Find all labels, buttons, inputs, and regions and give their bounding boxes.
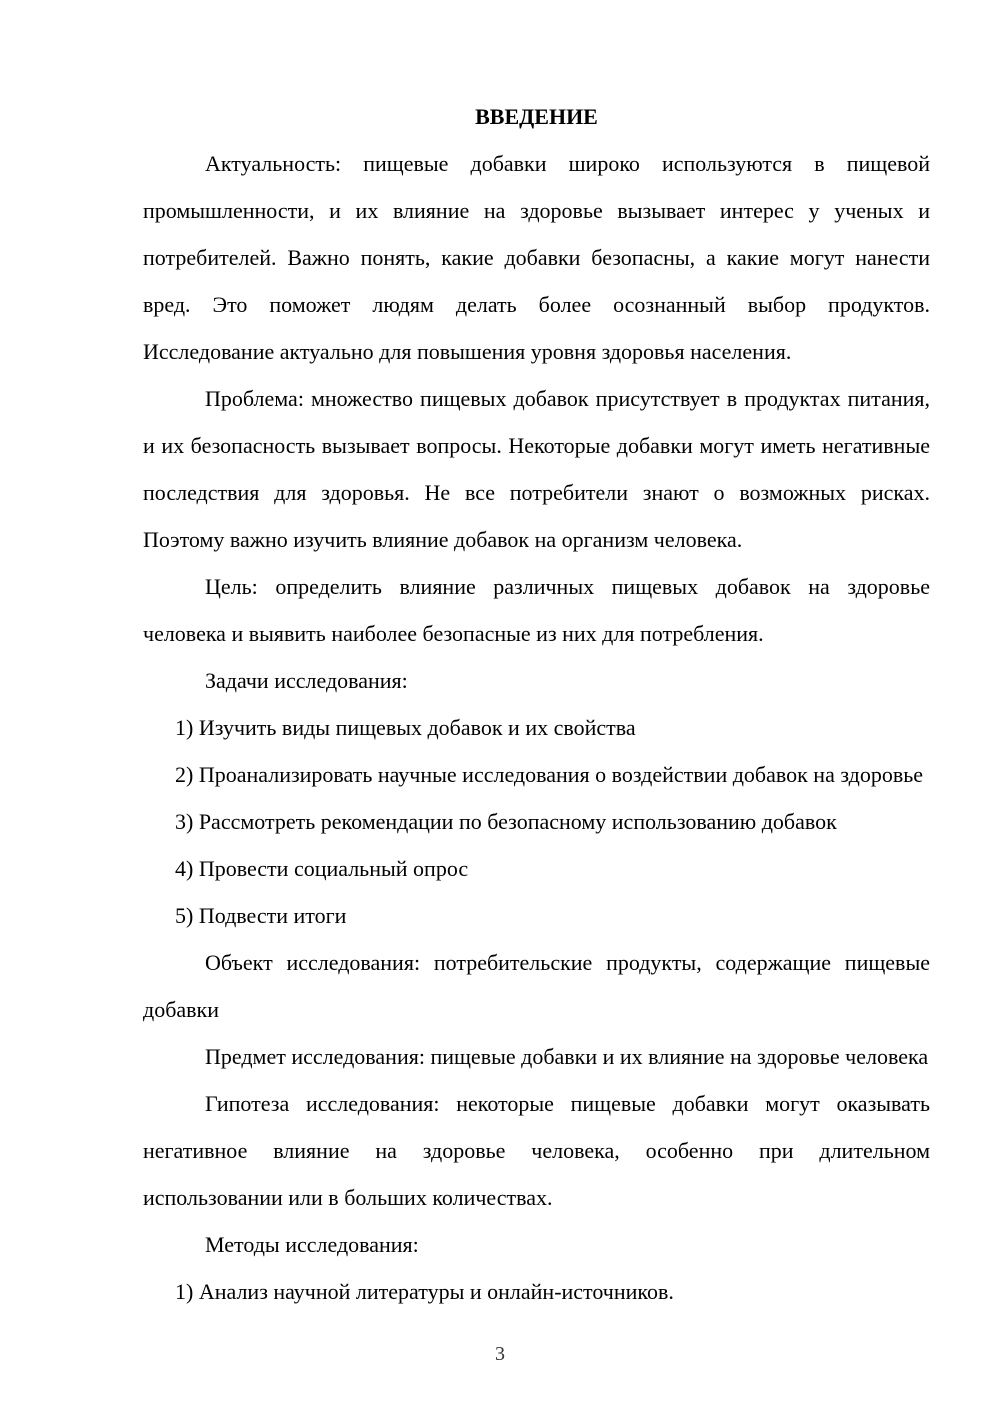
task-item-2: 2) Проанализировать научные исследования о воздействии добавок на здоровье <box>175 762 924 787</box>
paragraph-object: Объект исследования: потребительские продукты, содержащие пищевые добавки <box>143 950 930 1022</box>
task-item-4: 4) Провести социальный опрос <box>175 856 469 881</box>
paragraph-methods-label: Методы исследования: <box>205 1232 419 1257</box>
paragraph-hypothesis: Гипотеза исследования: некоторые пищевые добавки могут оказывать негативное влияние на здоровье человека, особенно при длительном использовании или в больших количествах. <box>143 1091 930 1210</box>
task-item-3: 3) Рассмотреть рекомендации по безопасному использованию добавок <box>175 809 837 834</box>
method-item-1: 1) Анализ научной литературы и онлайн-источников. <box>175 1279 674 1304</box>
paragraph-problem: Проблема: множество пищевых добавок присутствует в продуктах питания, и их безопасность вызывает вопросы. Некоторые добавки могут иметь негативные последствия для здоровья. Не все потребители знают о возможных рисках. Поэтому важно изучить влияние добавок на организм человека. <box>143 386 930 552</box>
paragraph-tasks-label: Задачи исследования: <box>205 668 408 693</box>
task-item-1: 1) Изучить виды пищевых добавок и их свойства <box>175 715 636 740</box>
task-item-5: 5) Подвести итоги <box>175 903 347 928</box>
paragraph-relevance: Актуальность: пищевые добавки широко используются в пищевой промышленности, и их влияние на здоровье вызывает интерес у ученых и потребителей. Важно понять, какие добавки безопасны, а какие могут нанести вред. Это поможет людям делать более осознанный выбор продуктов. Исследование актуально для повышения уровня здоровья населения. <box>143 151 930 364</box>
page-content <box>143 93 930 1315</box>
paragraph-goal: Цель: определить влияние различных пищевых добавок на здоровье человека и выявить наиболее безопасные из них для потребления. <box>143 574 930 646</box>
document-heading: ВВЕДЕНИЕ <box>475 104 598 129</box>
paragraph-subject: Предмет исследования: пищевые добавки и их влияние на здоровье человека <box>205 1044 929 1069</box>
page-number: 3 <box>495 1343 505 1365</box>
